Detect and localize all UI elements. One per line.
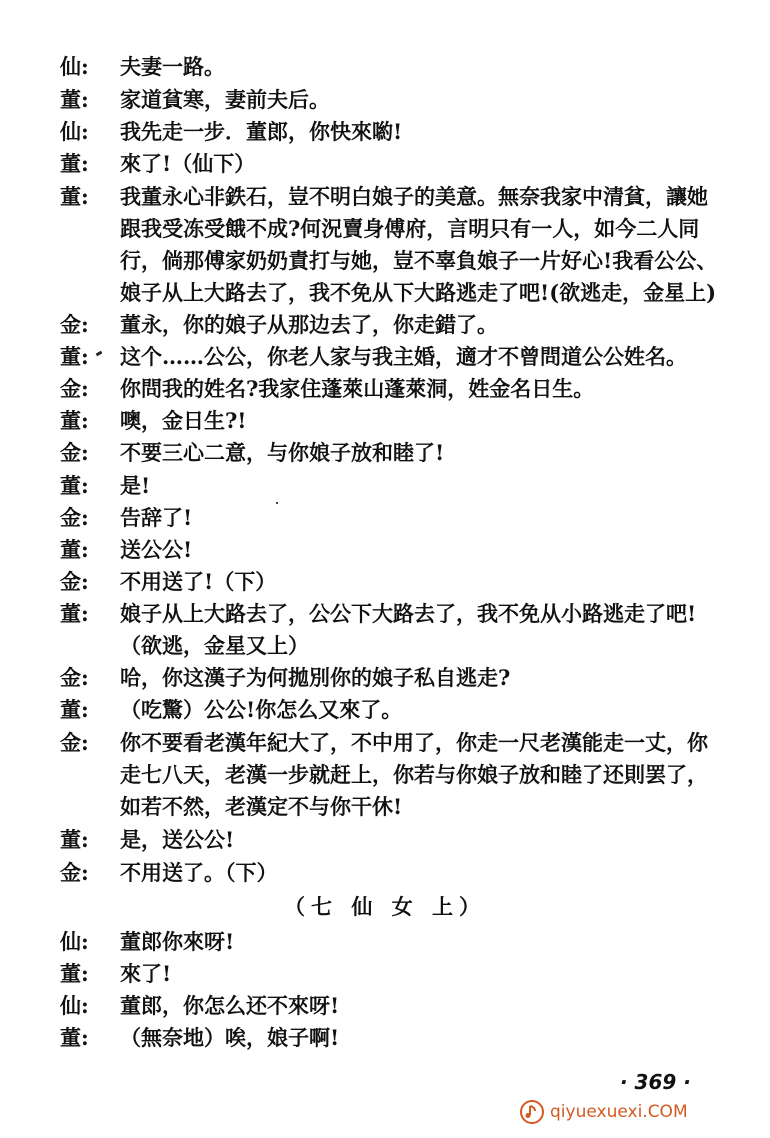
speaker: 董:	[60, 344, 89, 369]
speaker: 仙:	[60, 54, 89, 79]
speaker: 仙:	[60, 993, 89, 1018]
line-text: （欲逃，金星又上）	[120, 633, 309, 658]
speaker: 董:	[60, 473, 89, 498]
line-text: 來了!	[120, 961, 172, 986]
stage-direction: （七 仙 女 上）	[284, 894, 486, 919]
speaker: 金:	[60, 312, 89, 337]
speaker: 董:	[60, 827, 89, 852]
line-text: 你問我的姓名?我家住蓬萊山蓬萊洞，姓金名日生。	[120, 376, 595, 401]
line-text: 我先走一步．董郎，你快來喲!	[120, 119, 403, 144]
line-text: 董永，你的娘子从那边去了，你走錯了。	[120, 312, 498, 337]
line-text: 哈，你这漢子为何拋別你的娘子私自逃走?	[120, 665, 511, 690]
line-text: （吃驚）公公!你怎么又來了。	[120, 697, 403, 722]
speaker: 董:	[60, 87, 89, 112]
line-text: 是，送公公!	[120, 827, 235, 852]
print-speck	[276, 502, 278, 504]
speaker: 金:	[60, 569, 89, 594]
line-text: 不用送了!（下）	[120, 569, 277, 594]
speaker: 董:	[60, 961, 89, 986]
speaker: 金:	[60, 505, 89, 530]
speaker: 金:	[60, 730, 89, 755]
speaker: 董:	[60, 601, 89, 626]
speaker: 董:	[60, 184, 89, 209]
speaker: 董:	[60, 151, 89, 176]
line-text: 不用送了。（下）	[120, 860, 278, 885]
line-text: 不要三心二意，与你娘子放和睦了!	[120, 440, 445, 465]
line-text: 走七八天，老漢一步就赶上，你若与你娘子放和睦了还則罢了，	[120, 762, 708, 787]
line-text: 行，倘那傅家奶奶責打与她，豈不辜負娘子一片好心!我看公公、	[120, 248, 718, 273]
line-text: 这个……公公，你老人家与我主婚，適才不曾問道公公姓名。	[120, 344, 687, 369]
line-text: 夫妻一路。	[120, 54, 225, 79]
line-text: 家道貧寒，妻前夫后。	[120, 87, 330, 112]
line-text: 噢，金日生?!	[120, 408, 247, 433]
line-text: 娘子从上大路去了，公公下大路去了，我不免从小路逃走了吧!	[120, 601, 697, 626]
line-text: 跟我受冻受餓不成?何況賣身傅府，言明只有一人，如今二人同	[120, 216, 700, 241]
line-text: 你不要看老漢年紀大了，不中用了，你走一尺老漢能走一丈，你	[120, 730, 708, 755]
line-text: 娘子从上大路去了，我不免从下大路逃走了吧!(欲逃走，金星上)	[120, 280, 717, 305]
speaker: 董:	[60, 697, 89, 722]
speaker: 仙:	[60, 929, 89, 954]
line-text: 告辞了!	[120, 505, 193, 530]
music-note-icon	[520, 1100, 544, 1124]
watermark-text: qiyuexuexi.COM	[550, 1102, 688, 1122]
line-text: （無奈地）唉，娘子啊!	[120, 1025, 340, 1050]
speaker: 金:	[60, 665, 89, 690]
speaker: 金:	[60, 376, 89, 401]
line-text: 董郎，你怎么还不來呀!	[120, 993, 340, 1018]
speaker: 金:	[60, 860, 89, 885]
speaker: 金:	[60, 440, 89, 465]
speaker: 仙:	[60, 119, 89, 144]
speaker: 董:	[60, 1025, 89, 1050]
page-number: · 369 ·	[620, 1070, 691, 1094]
speaker: 董:	[60, 408, 89, 433]
line-text: 是!	[120, 473, 151, 498]
watermark	[520, 1100, 770, 1124]
line-text: 如若不然，老漢定不与你干休!	[120, 794, 403, 819]
line-text: 董郎你來呀!	[120, 929, 235, 954]
speaker: 董:	[60, 537, 89, 562]
line-text: 送公公!	[120, 537, 193, 562]
line-text: 我董永心非鉄石，豈不明白娘子的美意。無奈我家中清貧，讓她	[120, 184, 708, 209]
line-text: 來了!（仙下）	[120, 151, 256, 176]
